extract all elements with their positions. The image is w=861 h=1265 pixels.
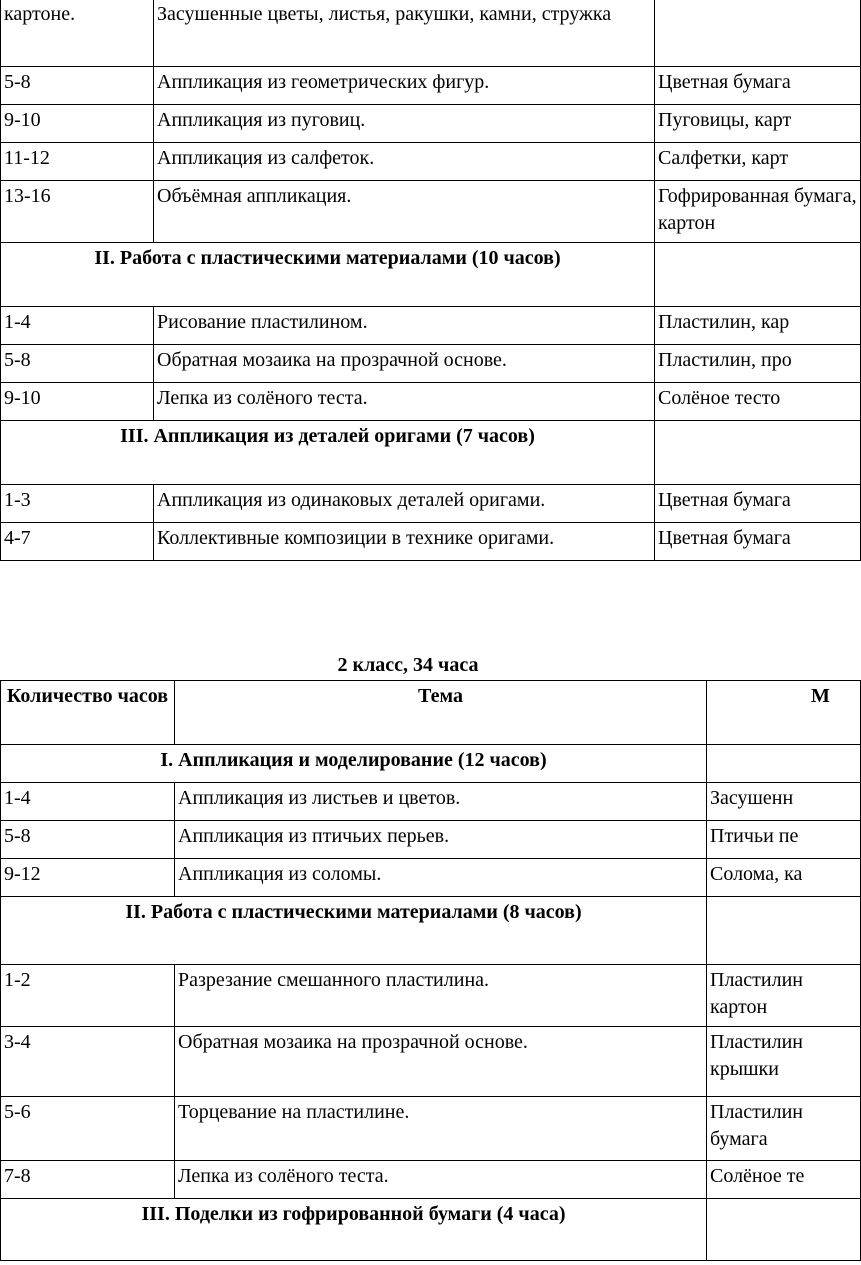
table-grade2: [0, 680, 861, 1261]
table-header-row: [1, 681, 861, 745]
header-topic: Тема: [175, 681, 707, 745]
materials-cell: Гофрированная бумага, картон: [655, 181, 861, 243]
table-row: [1, 821, 861, 859]
topic-cell: Аппликация из одинаковых деталей оригами.: [154, 485, 655, 523]
table-row: [1, 0, 861, 67]
section-row: [1, 1199, 861, 1261]
hours-cell: 9-10: [1, 105, 154, 143]
topic-cell: Лепка из солёного теста.: [154, 383, 655, 421]
hours-cell: 9-10: [1, 383, 154, 421]
grade2-caption: 2 класс, 34 часа: [337, 654, 479, 676]
materials-cell: Засушенн: [707, 783, 861, 821]
topic-cell: Аппликация из птичьих перьев.: [175, 821, 707, 859]
section-title: II. Работа с пластическими материалами (10 часов): [1, 243, 655, 307]
hours-cell: 1-4: [1, 307, 154, 345]
topic-cell: Аппликация из листьев и цветов.: [175, 783, 707, 821]
table-row: [1, 143, 861, 181]
materials-cell: Пластилин, про: [655, 345, 861, 383]
hours-cell: 1-2: [1, 965, 175, 1027]
materials-cell: Пластилин крышки: [707, 1027, 861, 1097]
hours-cell: 4-7: [1, 523, 154, 561]
topic-cell: Разрезание смешанного пластилина.: [175, 965, 707, 1027]
materials-cell: Пластилин, кар: [655, 307, 861, 345]
materials-cell: Цветная бумага: [655, 485, 861, 523]
table-row: [1, 965, 861, 1027]
topic-cell: Объёмная аппликация.: [154, 181, 655, 243]
topic-cell: Торцевание на пластилине.: [175, 1097, 707, 1161]
materials-cell: Пуговицы, карт: [655, 105, 861, 143]
hours-cell: 5-8: [1, 345, 154, 383]
topic-cell: Лепка из солёного теста.: [175, 1161, 707, 1199]
topic-cell: Обратная мозаика на прозрачной основе.: [175, 1027, 707, 1097]
table-row: [1, 345, 861, 383]
materials-cell: Солёное тесто: [655, 383, 861, 421]
empty-cell: [707, 745, 861, 783]
table-row: [1, 783, 861, 821]
hours-cell: 3-4: [1, 1027, 175, 1097]
table-row: [1, 523, 861, 561]
materials-cell: Пластилин бумага: [707, 1097, 861, 1161]
table-row: [1, 859, 861, 897]
topic-cell: Коллективные композиции в технике оригами.: [154, 523, 655, 561]
empty-cell: [655, 421, 861, 485]
table-row: [1, 181, 861, 243]
hours-cell: картоне.: [1, 0, 154, 67]
header-hours: Количество часов: [1, 681, 175, 745]
empty-cell: [655, 243, 861, 307]
topic-cell: Засушенные цветы, листья, ракушки, камни, стружка: [154, 0, 655, 67]
hours-cell: 5-6: [1, 1097, 175, 1161]
materials-cell: Салфетки, карт: [655, 143, 861, 181]
materials-cell: [655, 0, 861, 67]
section-title: III. Аппликация из деталей оригами (7 часов): [1, 421, 655, 485]
hours-cell: 5-8: [1, 67, 154, 105]
section-row: [1, 243, 861, 307]
hours-cell: 1-3: [1, 485, 154, 523]
table-row: [1, 307, 861, 345]
table-row: [1, 1161, 861, 1199]
hours-cell: 13-16: [1, 181, 154, 243]
topic-cell: Аппликация из пуговиц.: [154, 105, 655, 143]
materials-cell: Птичьи пе: [707, 821, 861, 859]
empty-cell: [707, 897, 861, 965]
section-row: [1, 897, 861, 965]
header-materials: М: [707, 681, 861, 745]
table-row: [1, 67, 861, 105]
hours-cell: 5-8: [1, 821, 175, 859]
materials-cell: Солёное те: [707, 1161, 861, 1199]
table-row: [1, 1097, 861, 1161]
section-title: III. Поделки из гофрированной бумаги (4 часа): [1, 1199, 707, 1261]
materials-cell: Солома, ка: [707, 859, 861, 897]
topic-cell: Аппликация из салфеток.: [154, 143, 655, 181]
table-row: [1, 485, 861, 523]
section-title: I. Аппликация и моделирование (12 часов): [1, 745, 707, 783]
hours-cell: 9-12: [1, 859, 175, 897]
topic-cell: Рисование пластилином.: [154, 307, 655, 345]
table-row: [1, 105, 861, 143]
hours-cell: 1-4: [1, 783, 175, 821]
hours-cell: 7-8: [1, 1161, 175, 1199]
section-title: II. Работа с пластическими материалами (8 часов): [1, 897, 707, 965]
topic-cell: Аппликация из геометрических фигур.: [154, 67, 655, 105]
table-row: [1, 1027, 861, 1097]
section-row: [1, 421, 861, 485]
hours-cell: 11-12: [1, 143, 154, 181]
topic-cell: Аппликация из соломы.: [175, 859, 707, 897]
topic-cell: Обратная мозаика на прозрачной основе.: [154, 345, 655, 383]
materials-cell: Цветная бумага: [655, 67, 861, 105]
materials-cell: Пластилин картон: [707, 965, 861, 1027]
table-row: [1, 383, 861, 421]
materials-cell: Цветная бумага: [655, 523, 861, 561]
table-grade1-continued: [0, 0, 861, 561]
section-row: [1, 745, 861, 783]
empty-cell: [707, 1199, 861, 1261]
